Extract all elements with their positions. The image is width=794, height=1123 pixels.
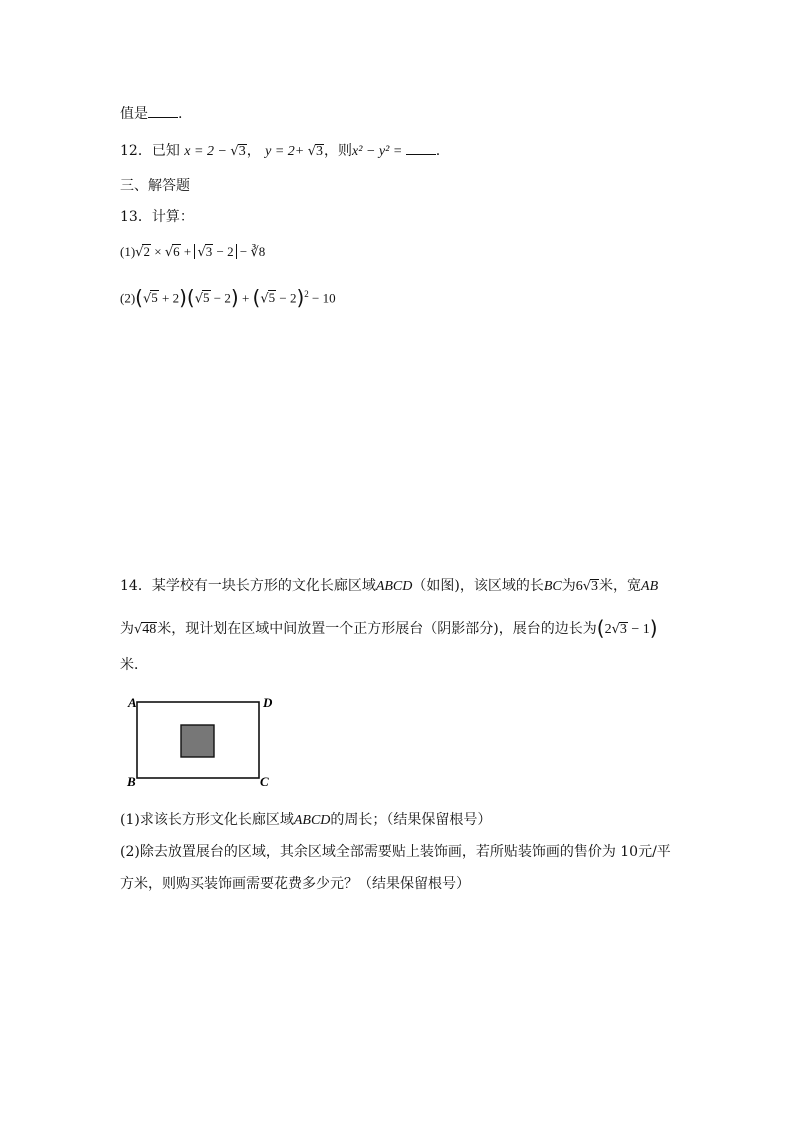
- question-14-sub-2-line-1: (2)除去放置展台的区域，其余区域全部需要贴上装饰画，若所贴装饰画的售价为 10元/平: [120, 844, 671, 860]
- absolute-value: √3 − 2: [194, 244, 236, 259]
- question-13-part-2: $(2)(√5 + 2)(√5 - 2) + (√5 - 2)^2 - 10$: [120, 285, 336, 310]
- vertex-label-a: A: [128, 695, 137, 710]
- answer-blank: [148, 103, 178, 118]
- vertex-label-c: C: [260, 774, 269, 789]
- answer-blank: [406, 140, 436, 155]
- question-13-title: 13．计算：: [120, 209, 194, 225]
- question-14-line-3: 米．: [120, 657, 148, 673]
- question-13-part-1: (1)√2 × √6 + √3 − 2 − ∛8: [120, 244, 266, 260]
- question-14-line-1: 14．某学校有一块长方形的文化长廊区域ABCD（如图)，该区域的长BC为6√3米，宽AB: [120, 578, 659, 594]
- square-booth-shaded: [181, 725, 214, 757]
- q11-tail: 值是 .: [120, 103, 182, 124]
- section-3-heading: 三、解答题: [120, 178, 190, 194]
- question-12: 12．已知 x = 2 − √3， y = 2+ √3，则x² − y² = .: [120, 140, 440, 162]
- question-14-line-2: 为√48米，现计划在区域中间放置一个正方形展台（阴影部分)，展台的边长为(2√3 − 1): [120, 616, 658, 640]
- sqrt-sign: √: [307, 144, 317, 159]
- vertex-label-b: B: [127, 774, 136, 789]
- rectangle-figure: [120, 690, 290, 790]
- question-14-sub-1: (1)求该长方形文化长廊区域ABCD的周长；（结果保留根号）: [120, 812, 492, 828]
- question-14-sub-2-line-2: 方米，则购买装饰画需要花费多少元？（结果保留根号）: [120, 876, 470, 892]
- vertex-label-d: D: [263, 695, 273, 710]
- sqrt-sign: √: [230, 144, 239, 159]
